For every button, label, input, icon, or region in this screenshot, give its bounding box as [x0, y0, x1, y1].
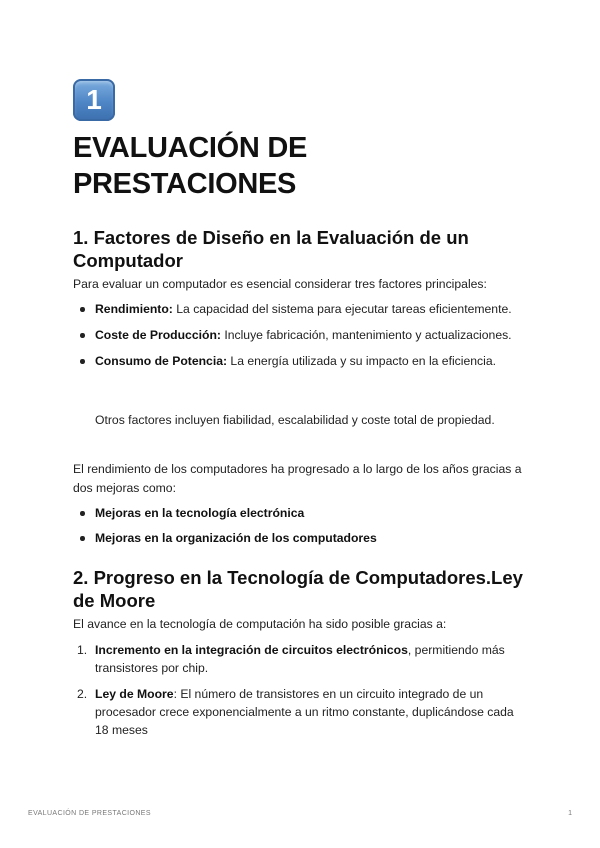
page-number: 1 [568, 810, 572, 817]
performance-paragraph: El rendimiento de los computadores ha progresado a lo largo de los años gracias a dos mejoras como: [73, 462, 522, 495]
section-1-heading: 1. Factores de Diseño en la Evaluación de un Computador [73, 227, 469, 271]
item-number: 1. [77, 643, 88, 657]
factors-list [73, 300, 528, 370]
item-number: 2. [77, 687, 88, 701]
factor-text: La energía utilizada y su impacto en la eficiencia. [227, 354, 497, 368]
section-1-intro: Para evaluar un computador es esencial considerar tres factores principales: [73, 277, 487, 291]
section-2-intro: El avance en la tecnología de computación ha sido posible gracias a: [73, 617, 447, 631]
factor-term: Rendimiento: [95, 302, 173, 316]
factor-text: Incluye fabricación, mantenimiento y actualizaciones. [220, 328, 512, 342]
list-item [73, 529, 528, 547]
footer-title: EVALUACIÓN DE PRESTACIONES [28, 810, 151, 817]
item-term: Incremento en la integración de circuitos electrónicos [95, 643, 408, 657]
improvement-label: Mejoras en la organización de los computadores [95, 531, 377, 545]
list-item [73, 300, 528, 318]
factor-text: La capacidad del sistema para ejecutar tareas eficientemente. [172, 302, 512, 316]
item-text: , permitiendo más transistores por chip. [95, 643, 505, 675]
item-term: Ley de Moore [95, 687, 174, 701]
page-title: EVALUACIÓN DE PRESTACIONES [73, 132, 308, 200]
other-factors-note: Otros factores incluyen fiabilidad, escalabilidad y coste total de propiedad. [95, 413, 495, 427]
list-item [73, 326, 528, 344]
item-text: : El número de transistores en un circuito integrado de un procesador crece exponencialmente a un ritmo constante, duplicándose cada 18 meses [95, 687, 514, 737]
factor-term: Coste de Producción: [95, 328, 221, 342]
list-item [73, 641, 528, 677]
list-item [73, 352, 528, 370]
progress-list [73, 641, 528, 739]
list-item [73, 504, 528, 522]
section-2-heading: 2. Progreso en la Tecnología de Computadores.Ley de Moore [73, 567, 523, 611]
factor-term: Consumo de Potencia: [95, 354, 228, 368]
keycap-one-icon: 1 [73, 79, 115, 121]
improvements-list [73, 504, 528, 547]
improvement-label: Mejoras en la tecnología electrónica [95, 506, 305, 520]
list-item [73, 685, 528, 739]
